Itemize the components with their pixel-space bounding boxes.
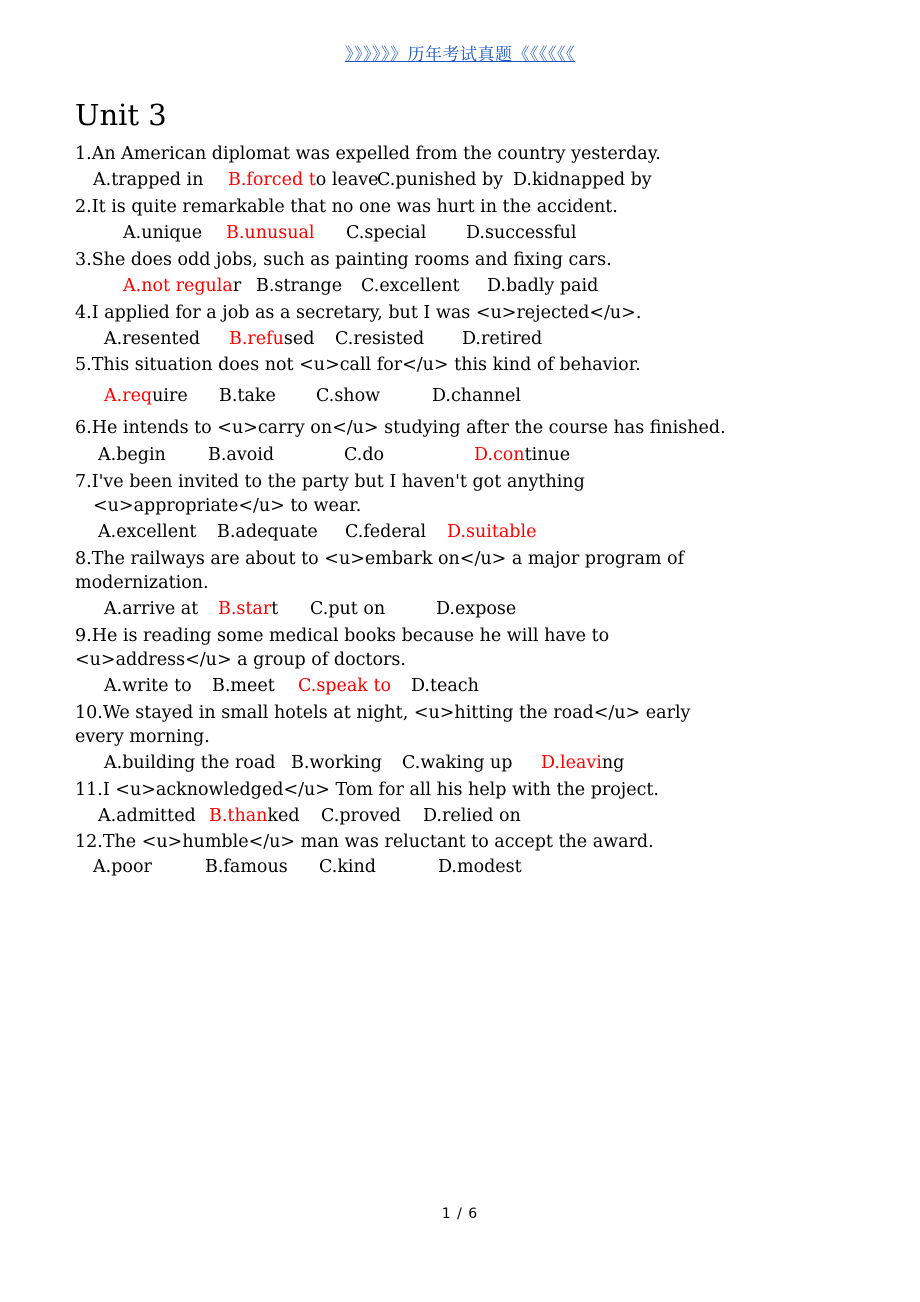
q7-option-a: A.excellent	[98, 522, 197, 542]
q8-option-b: B.start	[218, 599, 279, 619]
q7-option-d: D.suitable	[447, 522, 537, 542]
question-2-text: 2.It is quite remarkable that no one was hurt in the accident.	[75, 197, 618, 217]
question-10-text-continued: every morning.	[75, 727, 210, 747]
question-11-text: 11.I <u>acknowledged</u> Tom for all his help with the project.	[75, 780, 659, 800]
q11-option-d: D.relied on	[423, 806, 521, 826]
q9-option-d: D.teach	[411, 676, 479, 696]
q3-option-a: A.not regular	[123, 276, 242, 296]
question-8-text: 8.The railways are about to <u>embark on</u> a major program of	[75, 549, 685, 569]
question-9-text-continued: <u>address</u> a group of doctors.	[75, 650, 406, 670]
q10-option-a: A.building the road	[104, 753, 276, 773]
q8-option-d: D.expose	[436, 599, 517, 619]
q1-option-a: A.trapped in	[93, 170, 204, 190]
q10-option-d: D.leaving	[541, 753, 625, 773]
question-9-text: 9.He is reading some medical books because he will have to	[75, 626, 610, 646]
question-1-text: 1.An American diplomat was expelled from the country yesterday.	[75, 144, 661, 164]
q4-option-a: A.resented	[104, 329, 201, 349]
q6-option-d: D.continue	[474, 445, 571, 465]
q6-option-c: C.do	[344, 445, 385, 465]
q6-option-a: A.begin	[98, 445, 166, 465]
question-10-text: 10.We stayed in small hotels at night, <u>hitting the road</u> early	[75, 703, 691, 723]
question-5-text: 5.This situation does not <u>call for</u> this kind of behavior.	[75, 355, 641, 375]
q3-option-c: C.excellent	[361, 276, 460, 296]
page-number: 1 / 6	[441, 1206, 479, 1222]
page-header-banner: 》》》》》》历年考试真题《《《《《《	[345, 45, 575, 65]
q3-option-b: B.strange	[256, 276, 343, 296]
question-4-text: 4.I applied for a job as a secretary, but I was <u>rejected</u>.	[75, 303, 642, 323]
q10-option-c: C.waking up	[402, 753, 513, 773]
q5-option-c: C.show	[316, 386, 381, 406]
q2-option-c: C.special	[346, 223, 427, 243]
q11-option-a: A.admitted	[98, 806, 196, 826]
question-7-text: 7.I've been invited to the party but I haven't got anything	[75, 472, 585, 492]
q12-option-c: C.kind	[319, 857, 377, 877]
q6-option-b: B.avoid	[208, 445, 275, 465]
q3-option-d: D.badly paid	[487, 276, 599, 296]
q4-option-c: C.resisted	[335, 329, 425, 349]
q5-option-a: A.require	[104, 386, 188, 406]
unit-title: Unit 3	[75, 98, 167, 132]
q8-option-a: A.arrive at	[104, 599, 199, 619]
q1-option-c: C.punished by	[377, 170, 504, 190]
q10-option-b: B.working	[291, 753, 382, 773]
q1-option-b: B.forced to leave	[228, 170, 379, 190]
q1-option-d: D.kidnapped by	[513, 170, 652, 190]
q2-option-a: A.unique	[123, 223, 203, 243]
question-12-text: 12.The <u>humble</u> man was reluctant to accept the award.	[75, 832, 654, 852]
q12-option-b: B.famous	[205, 857, 288, 877]
question-7-text-continued: <u>appropriate</u> to wear.	[93, 496, 362, 516]
q9-option-a: A.write to	[104, 676, 192, 696]
q9-option-b: B.meet	[212, 676, 275, 696]
q12-option-d: D.modest	[438, 857, 522, 877]
q11-option-c: C.proved	[321, 806, 401, 826]
q8-option-c: C.put on	[310, 599, 386, 619]
q4-option-d: D.retired	[462, 329, 543, 349]
question-3-text: 3.She does odd jobs, such as painting rooms and fixing cars.	[75, 250, 612, 270]
q7-option-b: B.adequate	[217, 522, 318, 542]
q12-option-a: A.poor	[93, 857, 152, 877]
q5-option-d: D.channel	[432, 386, 521, 406]
q7-option-c: C.federal	[345, 522, 427, 542]
q11-option-b: B.thanked	[209, 806, 300, 826]
q2-option-d: D.successful	[466, 223, 577, 243]
question-8-text-continued: modernization.	[75, 573, 209, 593]
q5-option-b: B.take	[219, 386, 276, 406]
q4-option-b: B.refused	[229, 329, 315, 349]
question-6-text: 6.He intends to <u>carry on</u> studying after the course has finished.	[75, 418, 726, 438]
q2-option-b: B.unusual	[226, 223, 315, 243]
q9-option-c: C.speak to	[298, 676, 392, 696]
